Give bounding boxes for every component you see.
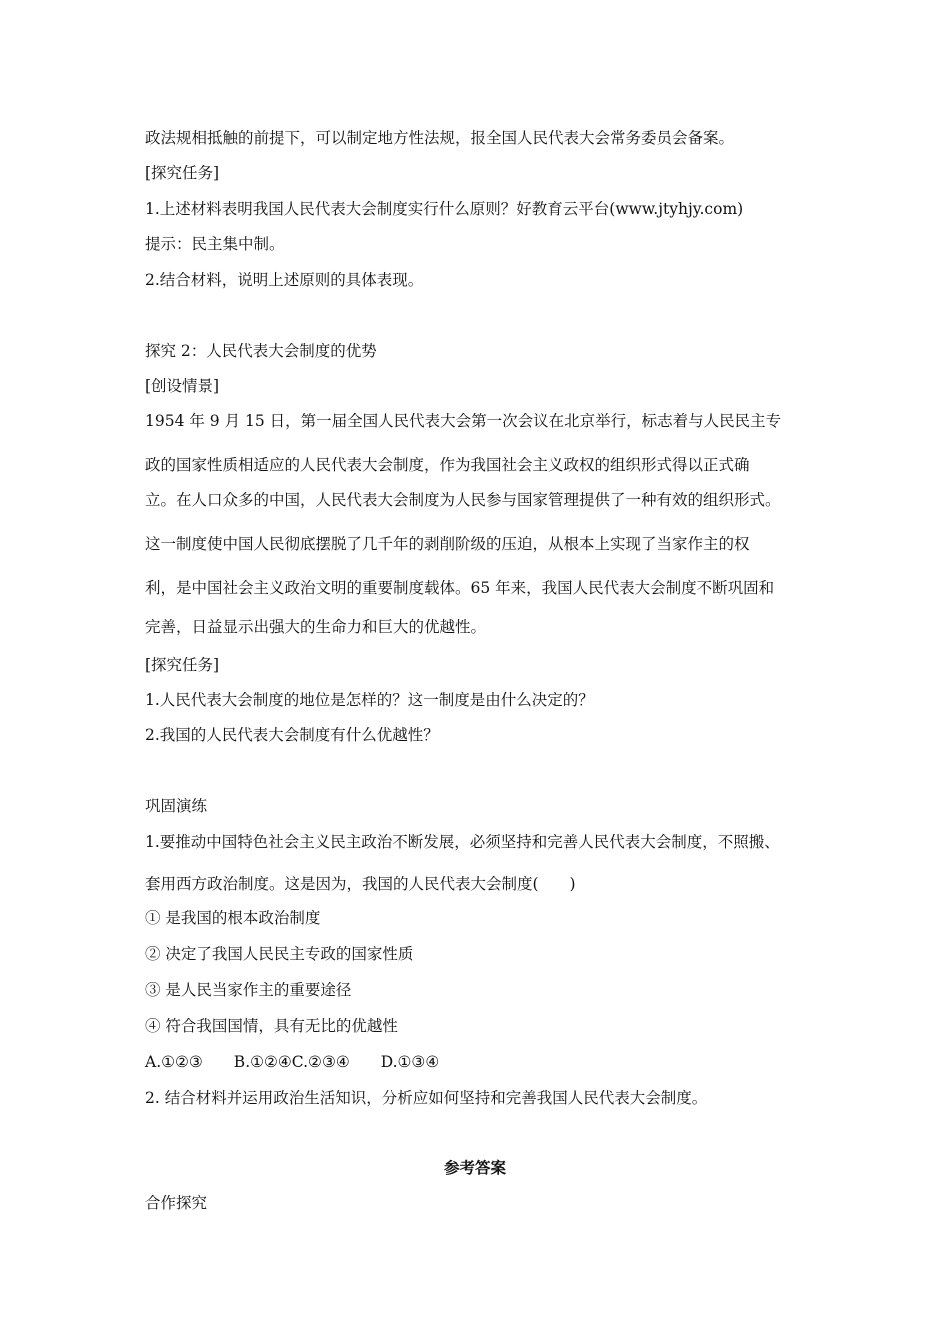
- text-line: 政法规相抵触的前提下，可以制定地方性法规，报全国人民代表大会常务委员会备案。: [145, 129, 735, 147]
- option-item: ② 决定了我国人民民主专政的国家性质: [145, 945, 414, 963]
- answer-choices: A.①②③ B.①②④C.②③④ D.①③④: [145, 1053, 440, 1071]
- question: 1.上述材料表明我国人民代表大会制度实行什么原则？好教育云平台(www.jtyhjy.com): [145, 200, 744, 218]
- text-line: 立。在人口众多的中国，人民代表大会制度为人民参与国家管理提供了一种有效的组织形式。: [145, 491, 781, 509]
- question: 套用西方政治制度。这是因为，我国的人民代表大会制度( ): [145, 875, 576, 893]
- option-item: ④ 符合我国国情，具有无比的优越性: [145, 1017, 398, 1035]
- section-heading: 探究 2：人民代表大会制度的优势: [145, 342, 377, 360]
- text-line: 1954 年 9 月 15 日，第一届全国人民代表大会第一次会议在北京举行，标志着与人民民主专: [145, 412, 782, 430]
- option-item: ③ 是人民当家作主的重要途径: [145, 981, 352, 999]
- question: 2.结合材料，说明上述原则的具体表现。: [145, 271, 424, 289]
- hint: 提示：民主集中制。: [145, 235, 285, 253]
- answer-heading: 参考答案: [443, 1158, 506, 1177]
- question: 2. 结合材料并运用政治生活知识，分析应如何坚持和完善我国人民代表大会制度。: [145, 1089, 708, 1107]
- text-line: 政的国家性质相适应的人民代表大会制度，作为我国社会主义政权的组织形式得以正式确: [145, 456, 750, 474]
- text-line: 完善，日益显示出强大的生命力和巨大的优越性。: [145, 618, 487, 636]
- option-item: ① 是我国的根本政治制度: [145, 909, 321, 927]
- text-line: 利，是中国社会主义政治文明的重要制度载体。65 年来，我国人民代表大会制度不断巩固和: [145, 579, 775, 597]
- section-label: [创设情景]: [145, 377, 220, 395]
- section-label: [探究任务]: [145, 164, 220, 182]
- section-heading: 合作探究: [145, 1194, 208, 1212]
- question: 1.要推动中国特色社会主义民主政治不断发展，必须坚持和完善人民代表大会制度，不照搬、: [145, 833, 780, 851]
- section-label: [探究任务]: [145, 656, 220, 674]
- question: 1.人民代表大会制度的地位是怎样的？这一制度是由什么决定的？: [145, 691, 594, 709]
- text-line: 这一制度使中国人民彻底摆脱了几千年的剥削阶级的压迫，从根本上实现了当家作主的权: [145, 535, 750, 553]
- section-heading: 巩固演练: [145, 797, 208, 815]
- question: 2.我国的人民代表大会制度有什么优越性？: [145, 726, 439, 744]
